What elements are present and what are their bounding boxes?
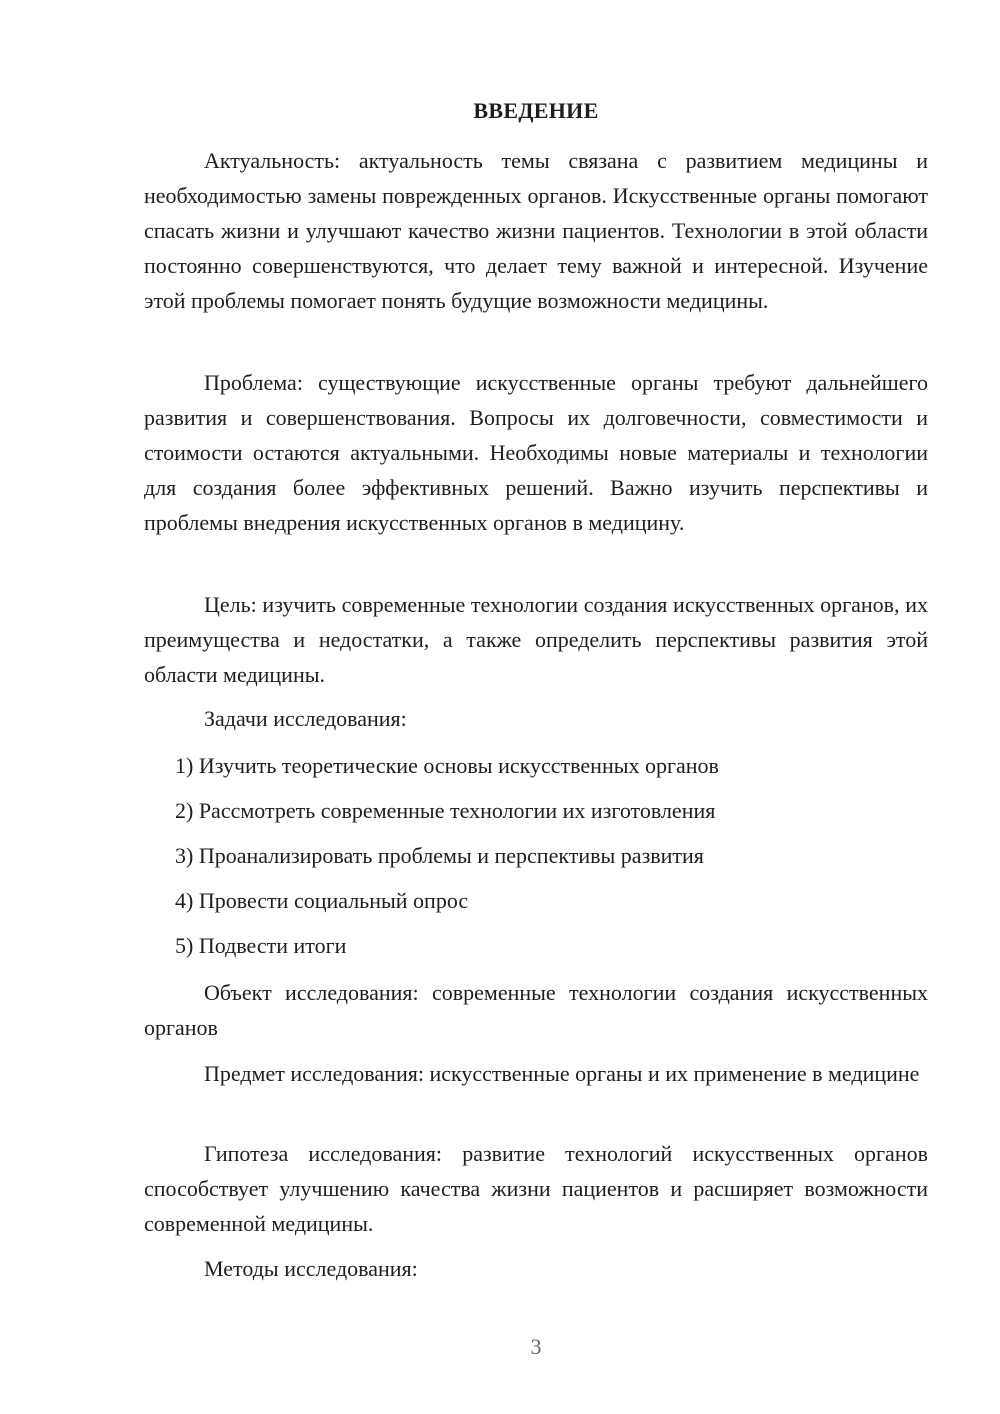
methods-heading: Методы исследования: (204, 1256, 418, 1281)
task-item: 1) Изучить теоретические основы искусственных органов (175, 753, 719, 778)
relevance-paragraph: Актуальность: актуальность темы связана с развитием медицины и необходимостью замены поврежденных органов. Искусственные органы помогают спасать жизни и улучшают качество жизни пациентов. Технологии в этой области постоянно совершенствуются, что делает тему важной и интересной. Изучение этой проблемы помогает понять будущие возможности медицины. (144, 148, 928, 313)
task-item: 3) Проанализировать проблемы и перспективы развития (175, 843, 704, 868)
subject-paragraph: Предмет исследования: искусственные органы и их применение в медицине (204, 1061, 920, 1086)
task-item: 5) Подвести итоги (175, 933, 347, 958)
task-item: 4) Провести социальный опрос (175, 888, 469, 913)
task-item: 2) Рассмотреть современные технологии их изготовления (175, 798, 716, 823)
problem-paragraph: Проблема: существующие искусственные органы требуют дальнейшего развития и совершенствования. Вопросы их долговечности, совместимости и стоимости остаются актуальными. Необходимы новые материалы и технологии для создания более эффективных решений. Важно изучить перспективы и проблемы внедрения искусственных органов в медицину. (144, 370, 928, 535)
object-paragraph: Объект исследования: современные технологии создания искусственных органов (144, 980, 928, 1040)
goal-paragraph: Цель: изучить современные технологии создания искусственных органов, их преимущества и недостатки, а также определить перспективы развития этой области медицины. (144, 592, 928, 687)
hypothesis-paragraph: Гипотеза исследования: развитие технологий искусственных органов способствует улучшению качества жизни пациентов и расширяет возможности современной медицины. (144, 1141, 928, 1236)
tasks-heading: Задачи исследования: (204, 706, 407, 731)
page-number: 3 (530, 1334, 542, 1359)
page-title: ВВЕДЕНИЕ (473, 98, 599, 123)
